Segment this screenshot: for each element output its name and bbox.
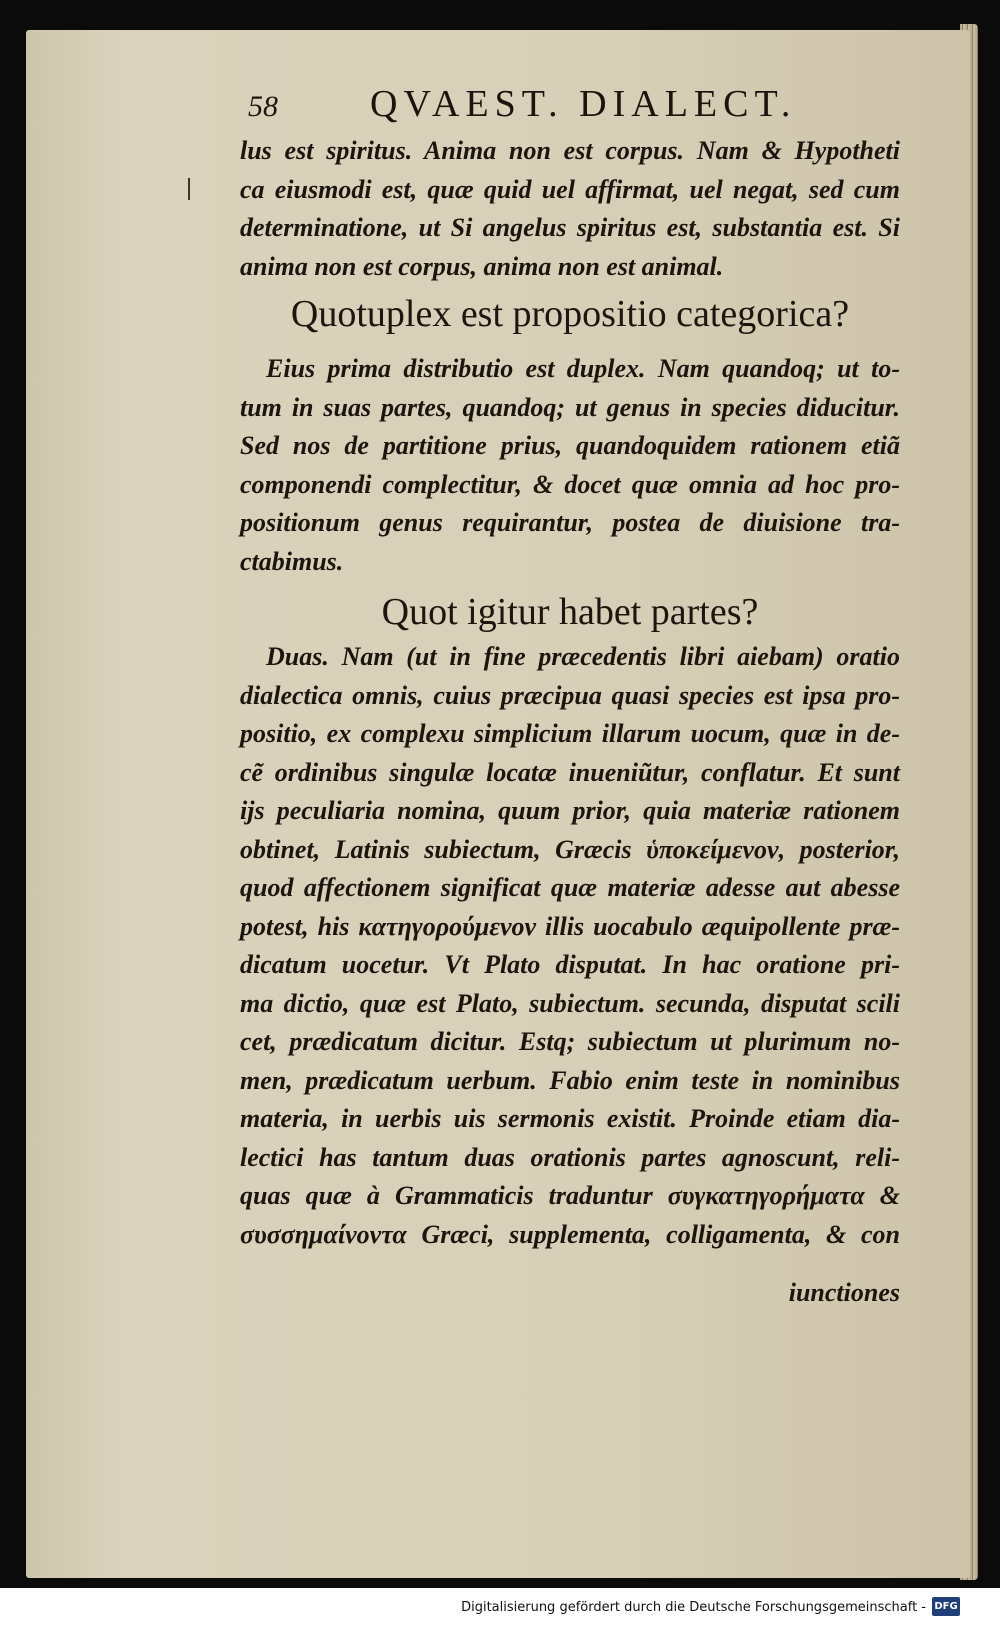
funding-credit: Digitalisierung gefördert durch die Deutsche Forschungsgemeinschaft - [461,1600,926,1615]
text-line: anima non est corpus, anima non est animal. [240,251,724,281]
page-number: 58 [248,90,278,123]
paragraph-1 [240,132,900,286]
margin-mark [188,178,190,200]
heading-2: Quot igitur habet partes? [381,591,759,633]
text-line: materia, in uerbis uis sermonis existit. Proinde etiam dia- [240,1104,900,1133]
text-line: ijs peculiaria nomina, quum prior, quia materiæ rationem [240,796,900,825]
text-line: men, prædicatum uerbum. Fabio enim teste in nominibus [240,1065,900,1095]
text-line: Duas. Nam (ut in fine præcedentis libri aiebam) oratio [266,642,900,671]
text-line: cẽ ordinibus singulæ locatæ inueniũtur, conflatur. Et sunt [240,757,900,787]
paragraph-2 [240,350,900,581]
dfg-logo: DFG [932,1597,960,1616]
heading-1: Quotuplex est propositio categorica? [290,293,850,335]
text-line: lus est spiritus. Anima non est corpus. Nam & Hypotheti [240,136,900,165]
text-line: determinatione, ut Si angelus spiritus est, substantia est. Si [240,213,900,242]
text-line: dialectica omnis, cuius præcipua quasi species est ipsa pro- [240,680,900,710]
text-line: lectici has tantum duas orationis partes agnoscunt, reli- [240,1142,900,1172]
text-line: Eius prima distributio est duplex. Nam quandoq; ut to- [266,354,900,383]
text-line: ma dictio, quæ est Plato, subiectum. secunda, disputat scili [240,988,900,1018]
paragraph-3 [240,638,900,1254]
text-line: cet, prædicatum dicitur. Estq; subiectum ut plurimum no- [240,1027,900,1056]
catchword: iunctiones [788,1278,900,1307]
footer-bar [0,1588,1000,1626]
running-title: QVAEST. DIALECT. [370,83,797,125]
text-line: ctabimus. [240,546,344,576]
text-line: quas quæ à Grammaticis traduntur συγκατηγορήματα & [240,1181,900,1210]
text-line: positionum genus requirantur, postea de diuisione tra- [240,508,900,537]
text-line: ca eiusmodi est, quæ quid uel affirmat, uel negat, sed cum [240,174,900,204]
text-line: tum in suas partes, quandoq; ut genus in species diducitur. [240,392,900,422]
text-line: dicatum uocetur. Vt Plato disputat. In hac oratione pri- [240,950,900,979]
running-head [248,82,818,126]
text-line: positio, ex complexu simplicium illarum uocum, quæ in de- [240,719,900,748]
text-line: quod affectionem significat quæ materiæ adesse aut abesse [240,873,900,902]
text-line: componendi complectitur, & docet quæ omnia ad hoc pro- [240,469,900,499]
text-line: obtinet, Latinis subiectum, Græcis ὑποκείμενον, posterior, [240,834,900,864]
text-line: Sed nos de partitione prius, quandoquidem rationem etiã [240,431,900,460]
text-line: συσσημαίνοντα Græci, supplementa, colligamenta, & con [240,1219,900,1249]
text-line: potest, his κατηγορούμενον illis uocabulo æquipollente præ- [240,911,900,941]
